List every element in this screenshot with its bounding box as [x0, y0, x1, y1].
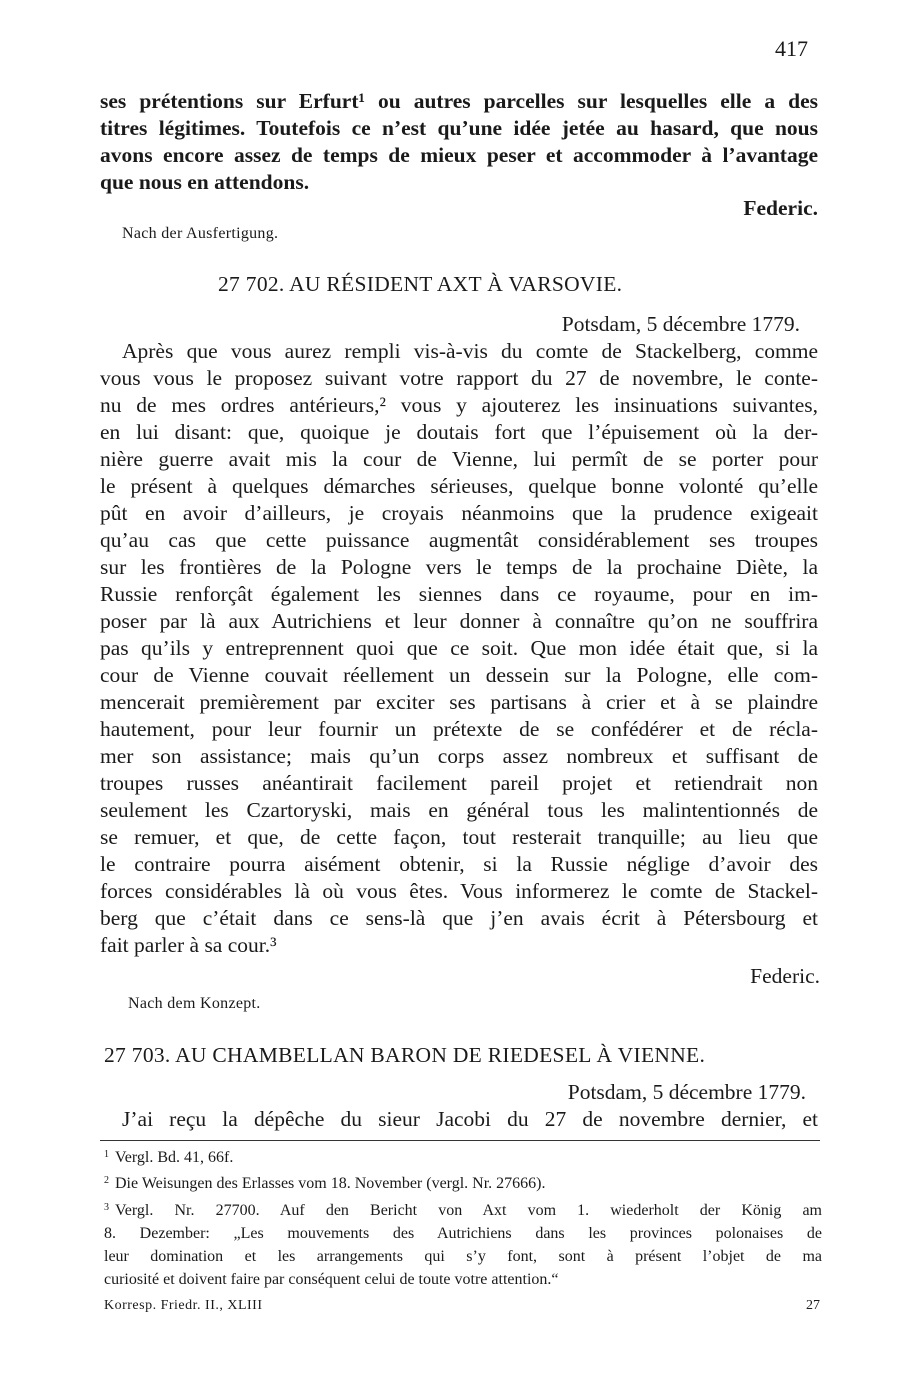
footnote-line: 8. Dezember: „Les mouvements des Autrichiens dans les provinces polonaises de: [104, 1224, 822, 1242]
footer-signature-mark: Korresp. Friedr. II., XLIII: [104, 1298, 263, 1313]
footnote-line: leur domination et les arrangements qui s’y font, sont à présent l’objet de ma: [104, 1248, 822, 1266]
text-line: avons encore assez de temps de mieux peser et accommoder à l’avantage: [100, 143, 818, 167]
text-line: titres légitimes. Toutefois ce n’est qu’une idée jetée au hasard, que nous: [100, 116, 818, 140]
text-line: que nous en attendons.: [100, 170, 310, 194]
footnotes: [104, 1143, 822, 1292]
source-note: Nach dem Konzept.: [128, 995, 261, 1012]
text-line: fait parler à sa cour.³: [100, 933, 277, 957]
page-number: 417: [775, 36, 808, 61]
signature: Federic.: [743, 196, 818, 220]
footer-sheet-number: 27: [806, 1298, 820, 1313]
text-line: mencerait premièrement par exciter ses partisans à crier et à se plaindre: [100, 690, 818, 714]
letter-body: [100, 338, 818, 959]
footnote-mark: 1: [104, 1149, 109, 1160]
letter-dateline: Potsdam, 5 décembre 1779.: [567, 1080, 806, 1104]
text-line: qu’au cas que cette puissance augmentât considérablement ses troupes: [100, 528, 818, 552]
footnote-divider: [100, 1140, 820, 1141]
footnote-3: [104, 1196, 822, 1222]
continuation-text: [100, 88, 818, 196]
text-line: le contraire pourra aisément obtenir, si la Russie néglige d’avoir des: [100, 852, 818, 876]
text-line: sur les frontières de la Pologne vers le temps de la prochaine Diète, la: [100, 555, 818, 579]
footnote-text: Vergl. Nr. 27700. Auf den Bericht von Axt vom 1. wiederholt der König am: [115, 1201, 822, 1219]
footnote-line: curiosité et doivent faire par conséquent celui de toute votre attention.“: [104, 1271, 559, 1289]
footnote-mark: 2: [104, 1175, 109, 1187]
text-line: cour de Vienne couvait réellement un dessein sur la Pologne, elle com-: [100, 663, 818, 687]
text-line: nu de mes ordres antérieurs,² vous y ajouterez les insinuations suivantes,: [100, 393, 818, 417]
text-line: en lui disant: que, quoique je doutais fort que l’épuisement où la der-: [100, 420, 818, 444]
footnote-mark: 3: [104, 1201, 109, 1213]
text-line: seulement les Czartoryski, mais en général tous les malintentionnés de: [100, 798, 818, 822]
text-line: Russie renforçât également les siennes dans ce royaume, pour en im-: [100, 582, 818, 606]
letter-dateline: Potsdam, 5 décembre 1779.: [561, 312, 800, 336]
text-line: poser par là aux Autrichiens et leur donner à connaître qu’on ne souffrira: [100, 609, 818, 633]
text-line: troupes russes anéantirait facilement pareil projet et retiendrait non: [100, 771, 818, 795]
footnote-1: [104, 1143, 822, 1169]
text-line: pas qu’ils y entreprennent quoi que ce soit. Que mon idée était que, si la: [100, 636, 818, 660]
text-line: Après que vous aurez rempli vis-à-vis du comte de Stackelberg, comme: [122, 339, 818, 363]
text-line: berg que c’était dans ce sens-là que j’en avais écrit à Pétersbourg et: [100, 906, 818, 930]
text-line: se remuer, et que, de cette façon, tout resterait tranquille; au lieu que: [100, 825, 818, 849]
footnote-text: Vergl. Bd. 41, 66f.: [115, 1149, 234, 1166]
source-note: Nach der Ausfertigung.: [122, 225, 279, 242]
text-line: ses prétentions sur Erfurt¹ ou autres parcelles sur lesquelles elle a des: [100, 89, 818, 113]
footnote-2: [104, 1169, 822, 1195]
text-line: hautement, pour leur fournir un prétexte de se confédérer et de récla-: [100, 717, 818, 741]
text-line: nière guerre avait mis la cour de Vienne, lui permît de se porter pour: [100, 447, 818, 471]
text-line: vous vous le proposez suivant votre rapport du 27 de novembre, le conte-: [100, 366, 818, 390]
footnote-text: Die Weisungen des Erlasses vom 18. November (vergl. Nr. 27666).: [115, 1175, 546, 1193]
text-line: le présent à quelques démarches sérieuses, quelque bonne volonté qu’elle: [100, 474, 818, 498]
text-line: J’ai reçu la dépêche du sieur Jacobi du 27 de novembre dernier, et: [122, 1107, 818, 1131]
text-line: forces considérables là où vous êtes. Vous informerez le comte de Stackel-: [100, 879, 818, 903]
text-line: pût en avoir d’ailleurs, je croyais néanmoins que la prudence exigeait: [100, 501, 818, 525]
letter-heading: 27 702. AU RÉSIDENT AXT À VARSOVIE.: [218, 272, 623, 296]
letter-body: [100, 1106, 818, 1133]
signature: Federic.: [750, 964, 820, 988]
letter-heading: 27 703. AU CHAMBELLAN BARON DE RIEDESEL À VIENNE.: [104, 1043, 706, 1067]
text-line: mer son assistance; mais qu’un corps assez nombreux et suffisant de: [100, 744, 818, 768]
